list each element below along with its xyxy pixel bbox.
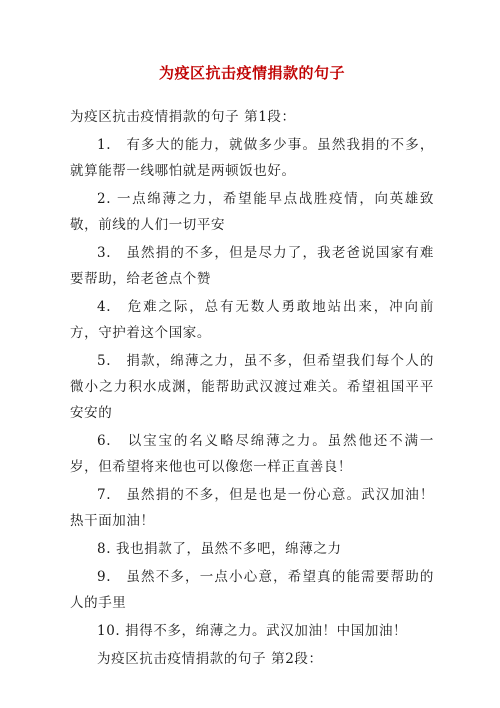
paragraph-1: 1. 有多大的能力，就做多少事。虽然我捐的不多，就算能帮一线哪怕就是两顿饭也好。 (70, 137, 434, 179)
paragraph-6: 6. 以宝宝的名义略尽绵薄之力。虽然他还不满一岁，但希望将来他也可以像您一样正直善良！ (70, 433, 434, 475)
paragraph-4: 4. 危难之际，总有无数人勇敢地站出来，冲向前方，守护着这个国家。 (70, 299, 434, 341)
paragraph-7: 7. 虽然捐的不多，但是也是一份心意。武汉加油！热干面加油！ (70, 487, 434, 529)
section-heading-1: 为疫区抗击疫情捐款的句子 第1段： (70, 109, 296, 125)
section-heading-2: 为疫区抗击疫情捐款的句子 第2段： (97, 651, 323, 667)
paragraph-2: 2. 一点绵薄之力，希望能早点战胜疫情，向英雄致敬，前线的人们一切平安 (70, 191, 434, 233)
paragraph-8: 8. 我也捐款了，虽然不多吧，绵薄之力 (97, 541, 342, 557)
paragraph-5: 5. 捐款，绵薄之力，虽不多，但希望我们每个人的微小之力积水成渊，能帮助武汉渡过难关。希望祖国平平安安的 (70, 353, 434, 421)
paragraph-3: 3. 虽然捐的不多，但是尽力了，我老爸说国家有难要帮助，给老爸点个赞 (70, 245, 434, 287)
document-title: 为疫区抗击疫情捐款的句子 (158, 64, 345, 82)
paragraph-9: 9. 虽然不多，一点小心意，希望真的能需要帮助的人的手里 (70, 569, 434, 611)
paragraph-10: 10. 捐得不多，绵薄之力。武汉加油！中国加油！ (97, 623, 408, 639)
